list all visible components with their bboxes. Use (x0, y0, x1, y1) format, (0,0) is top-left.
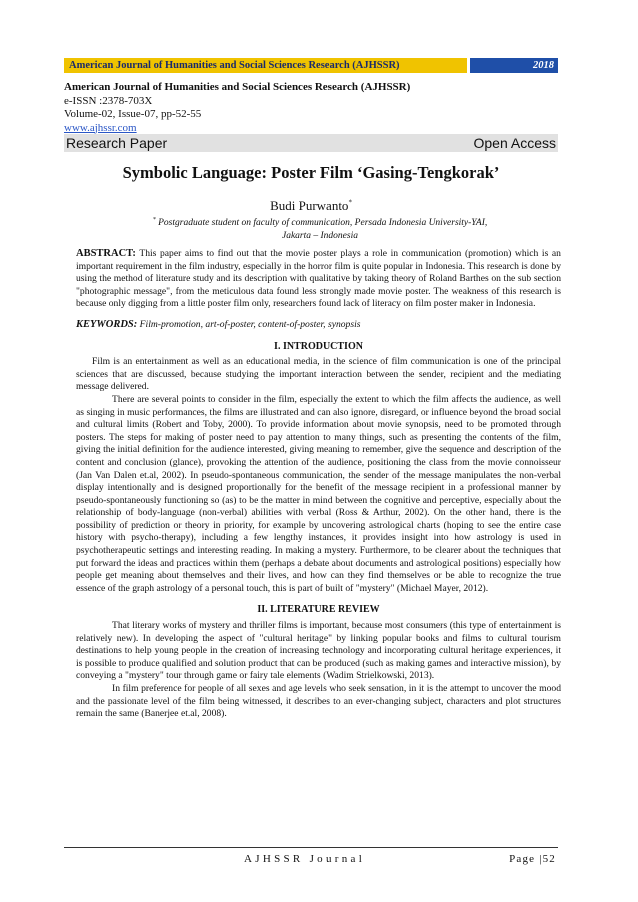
affiliation (110, 214, 530, 242)
keywords-label: KEYWORDS: (76, 318, 138, 330)
author-name: Budi Purwanto (270, 198, 349, 213)
author-mark: * (348, 198, 352, 207)
paper-title: Symbolic Language: Poster Film ‘Gasing-Tengkorak’ (122, 163, 500, 182)
literature-paragraph-1: That literary works of mystery and thriller films is important, because most consumers (this type of entertainment is relatively new). In developing the aspect of "cultural heritage" by linking popular books and films to cultural tourism destinations to help young people in the creation of increasing technology and incorporating cultural heritage experiences, it is possible to produce qualified and solution product that can be produced (such as making games and interactive mission), by conveying a "mystery" tour through game or fairy tale elements (Wadim Strielkowski, 2013). (76, 620, 561, 682)
keywords (76, 319, 561, 332)
abstract-label: ABSTRACT: (76, 248, 136, 259)
journal-banner-title: American Journal of Humanities and Social Sciences Research (AJHSSR) (64, 58, 467, 73)
keywords-text: Film-promotion, art-of-poster, content-of-poster, synopsis (139, 318, 361, 330)
paper-type-label: Research Paper (66, 135, 168, 151)
intro-paragraph-1: Film is an entertainment as well as an educational media, in the science of film communication is one of the principal sciences that are discussed, because studying the important interaction between the sender, recipient and the mediating message delivered. (76, 356, 561, 393)
affiliation-line-2: Jakarta – Indonesia (282, 230, 358, 241)
website-link[interactable]: www.ajhssr.com (64, 121, 137, 134)
volume-line: Volume-02, Issue-07, pp-52-55 (64, 108, 202, 120)
section-heading-literature-review: II. LITERATURE REVIEW (257, 604, 380, 616)
author-line (64, 198, 558, 214)
affiliation-line-1: * Postgraduate student on faculty of communication, Persada Indonesia University-YAI, (152, 217, 488, 229)
affiliation-mark: * (152, 217, 156, 223)
journal-banner (64, 58, 558, 73)
abstract-text: This paper aims to find out that the movie poster plays a role in communication (promotion) which is an important requirement in the film industry, especially in the horror film is quite popular in Indonesia. This research is done by using the method of literature study and its description with qualitative by taking theory of Roland Barthes on the sub section "photographic message", from the meticulous data found less strongly made movie poster. The weakness of this research is because only digging from a little poster film only, researchers found lack of literacy on film poster maker in Indonesia. (76, 248, 561, 310)
footer-page-number: Page |52 (509, 853, 556, 865)
paper-body (76, 248, 561, 721)
issn-line: e-ISSN :2378-703X (64, 94, 153, 107)
footer-rule (64, 847, 558, 848)
section-heading-introduction: I. INTRODUCTION (274, 340, 363, 352)
literature-paragraph-2: In film preference for people of all sexes and age levels who seek sensation, in it is the attempt to uncover the mood and the passionate level of the film being witnessed, it describes to an ever-changing subject, characters and plot structures remain the same (Banerjee et.al, 2008). (76, 683, 561, 720)
page-footer (64, 853, 558, 867)
paper-type-bar (64, 134, 558, 152)
intro-paragraph-2: There are several points to consider in the film, especially the extent to which the film affects the audience, as well as singing in music performances, the films are illustrated and can also ignore, disregard, or influence beyond the broad social and cultural limits (Robert and Toby, 2000). To provide information about movie synopsis, need to be promoted through posters. The steps for making of poster need to pay attention to many things, such as presenting the contents of the film, giving the initial definition for the audience interested, giving meaning to remember, give the sequence and description of the content and conclusion (glance), provoking the attention of the audience, positioning the class from the movie connoisseur (Jan Van Dalen et.al, 2002). In pseudo-spontaneous communication, the sender of the message manipulates the non-verbal display intentionally and is designed proportionally for the benefit of the message recipient in a professional manner by pseudo-spontaneously functioning so (as) to be the matter in mind between the cognitive and perceptive, especially about the relationship of body-language (non-verbal) abilities with verbal (Ross & Arthur, 2002). On the other hand, there is the possibility of prediction or theory in priority, for example by uncovering astrological charts (hoping to see the entire case history with psycho-therapy), including a few lengthy instances, it provides insight into how astrology is used in psychotherapeutic settings and interesting reading. In making a mystery. Furthermore, to be clearer about the techniques that put forward the ideas and practices within them (perhaps a debate about documents and astrological positions) especially how people get meaning about themselves and their lives, and how can they find themselves or be able to recognize the true essence of the graph astrology of a personal touch, this is part of built of "mystery" (Michael Mayer, 2012). (76, 393, 561, 594)
journal-title: American Journal of Humanities and Social Sciences Research (AJHSSR) (64, 81, 411, 93)
access-label: Open Access (473, 135, 556, 151)
journal-info (64, 81, 558, 135)
footer-journal: AJHSSR Journal (244, 853, 366, 865)
journal-banner-year: 2018 (470, 58, 558, 73)
abstract (76, 248, 561, 311)
